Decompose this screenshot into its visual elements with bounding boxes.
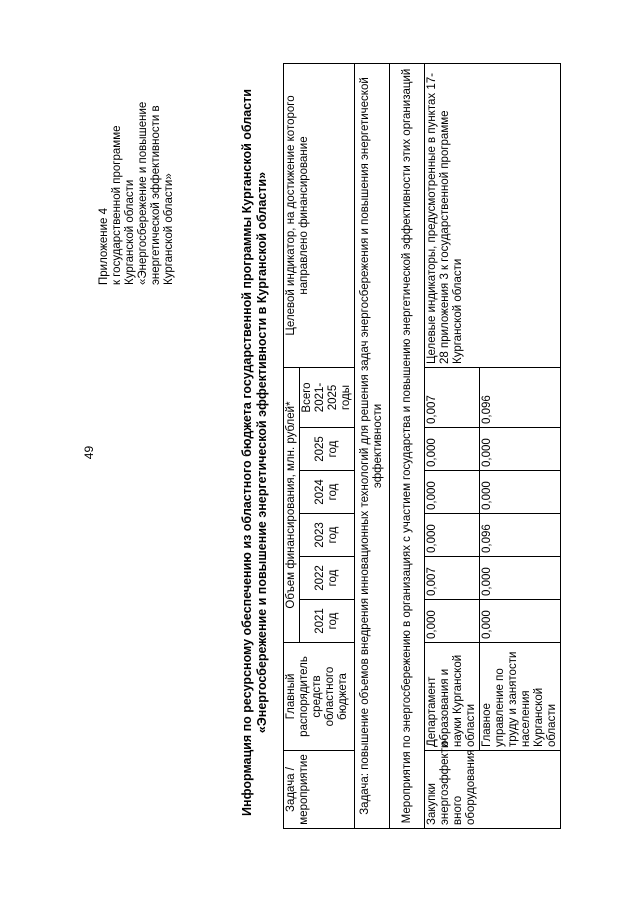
appendix-line: Приложение 4 (98, 207, 110, 285)
header-total: Всего 2021-2025 годы (300, 367, 355, 427)
header-year: 2021 год (300, 600, 355, 643)
document-title: Информация по ресурсному обеспечению из областного бюджета государственной программы Курганской области «Энергосбережение и повышение энергетической эффективности в Курганской области» (240, 89, 269, 816)
appendix-line: энергетической эффективности в (150, 105, 162, 285)
total-cell: 0,096 (480, 367, 561, 427)
appendix-line: Курганской области» (163, 173, 175, 285)
value-cell: 0,000 (480, 557, 561, 600)
appendix-header (98, 85, 176, 285)
header-task: Задача / мероприятие (284, 751, 355, 829)
value-cell: 0,000 (425, 428, 480, 471)
header-year: 2022 год (300, 557, 355, 600)
task-row: Задача: повышение объемов внедрения инновационных технологий для решения задач энергосбережения и повышения энергетической эффективности (355, 63, 390, 828)
target-indicator-cell: Целевые индикаторы, предусмотренные в пунктах 17-28 приложения 3 к государственной программе Курганской области (425, 63, 561, 367)
value-cell: 0,000 (480, 600, 561, 643)
appendix-line: к государственной программе (111, 125, 123, 285)
distributor-cell: Главное управление по труду и занятости населения Курганской области (480, 643, 561, 751)
value-cell: 0,000 (425, 600, 480, 643)
appendix-line: «Энергосбережение и повышение (137, 101, 149, 285)
header-distributor: Главный распорядитель средств областного бюджета (284, 643, 355, 751)
total-cell: 0,007 (425, 367, 480, 427)
value-cell: 0,000 (425, 514, 480, 557)
header-year: 2025 год (300, 428, 355, 471)
value-cell: 0,000 (425, 471, 480, 514)
page-number: 49 (82, 445, 96, 460)
value-cell: 0,096 (480, 514, 561, 557)
measures-row: Мероприятия по энергосбережению в организациях с участием государства и повышению энергетической эффективности этих организаций (390, 63, 425, 828)
header-target: Целевой индикатор, на достижение которого направлено финансирование (284, 63, 355, 367)
distributor-cell: Департамент образования и науки Курганской области (425, 643, 480, 751)
header-year: 2023 год (300, 514, 355, 557)
activity-cell: Закупки энергоэффекти-вного оборудования (425, 751, 561, 829)
table-row (425, 63, 480, 828)
header-funding: Объем финансирования, млн. рублей* (284, 367, 300, 642)
appendix-line: Курганской области (124, 179, 136, 285)
header-year: 2024 год (300, 471, 355, 514)
value-cell: 0,000 (480, 471, 561, 514)
funding-table (283, 63, 561, 829)
value-cell: 0,000 (480, 428, 561, 471)
value-cell: 0,007 (425, 557, 480, 600)
